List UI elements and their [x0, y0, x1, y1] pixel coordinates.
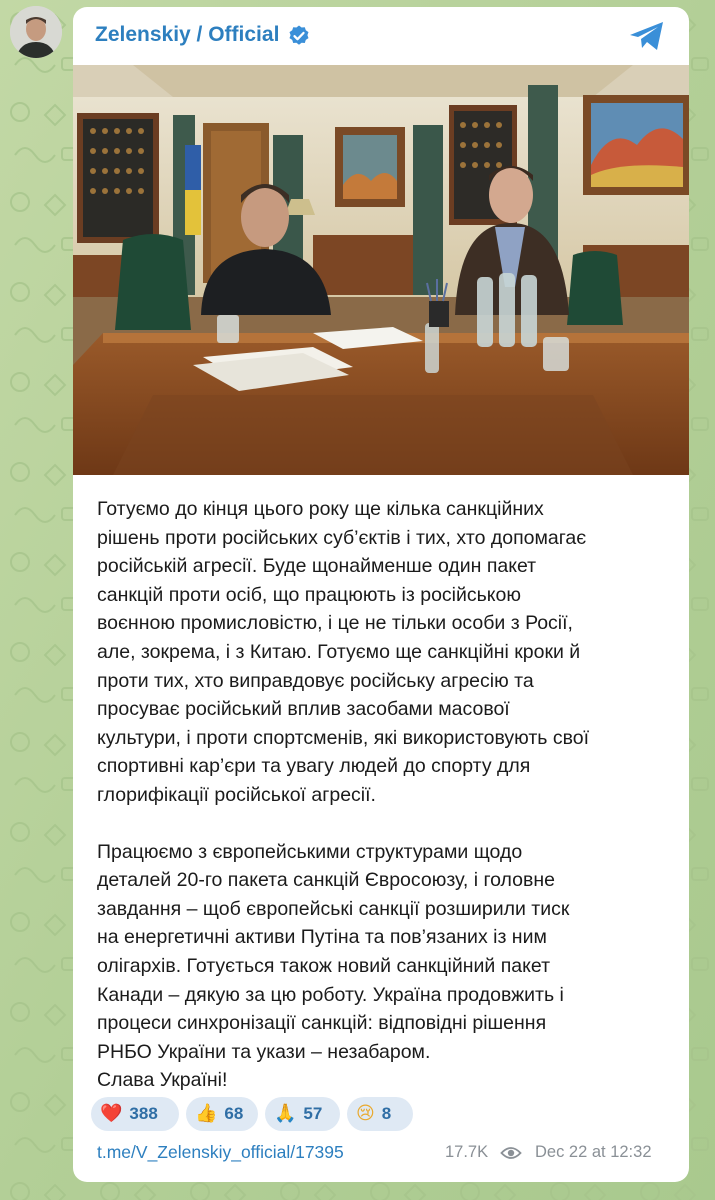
reaction-count: 388 — [129, 1104, 158, 1123]
reaction-count: 8 — [381, 1104, 392, 1123]
eye-icon — [500, 1144, 522, 1162]
message-bubble — [73, 7, 689, 1182]
crying-face-icon: 😢 — [356, 1103, 375, 1124]
office-meeting-photo[interactable] — [73, 65, 689, 475]
view-count: 17.7K — [445, 1143, 489, 1161]
message-paragraph-2: Працюємо з європейськими структурами щодо деталей 20-го пакета санкцій Євросоюзу, і головне завдання – щоб європейські санкції розширили тиск на енергетичні активи Путіна та пов’язаних із ним олігархів. Готується також новий санкційний пакет Канади – дякую за цю роботу. Україна продовжить і процеси синхронізації санкцій: відповідні рішення РНБО України та укази – незабаром. Слава Україні! — [97, 840, 570, 1092]
reaction-thumbs-up[interactable] — [186, 1097, 258, 1131]
message-header — [73, 7, 689, 65]
message-text — [97, 495, 683, 1095]
reaction-count: 57 — [303, 1104, 323, 1123]
post-link[interactable]: t.me/V_Zelenskiy_official/17395 — [97, 1142, 344, 1162]
pray-icon: 🙏 — [274, 1103, 297, 1124]
channel-name[interactable]: Zelenskiy / Official — [95, 23, 280, 46]
reaction-crying[interactable] — [347, 1097, 413, 1131]
telegram-plane-icon[interactable] — [627, 19, 667, 53]
verified-badge-icon — [287, 24, 311, 48]
channel-avatar[interactable] — [10, 6, 62, 58]
reaction-count: 68 — [224, 1104, 244, 1123]
post-date: Dec 22 at 12:32 — [535, 1143, 652, 1161]
heart-icon: ❤️ — [100, 1103, 123, 1124]
reaction-heart[interactable] — [91, 1097, 179, 1131]
reaction-pray[interactable] — [265, 1097, 340, 1131]
message-paragraph-1: Готуємо до кінця цього року ще кілька санкційних рішень проти російських суб’єктів і тих, хто допомагає російській агресії. Буде щонайменше один пакет санкцій проти осіб, що працюють із російською воєнною промисловістю, і це не тільки особи з Росії, але, зокрема, і з Китаю. Готуємо ще санкційні кроки й проти тих, хто виправдовує російську агресію та просуває російський вплив засобами масової культури, і проти спортсменів, які використовують свої спортивні кар’єри та увагу людей до спорту для глорифікації російської агресії. — [97, 498, 590, 806]
thumbs-up-icon: 👍 — [195, 1103, 218, 1124]
